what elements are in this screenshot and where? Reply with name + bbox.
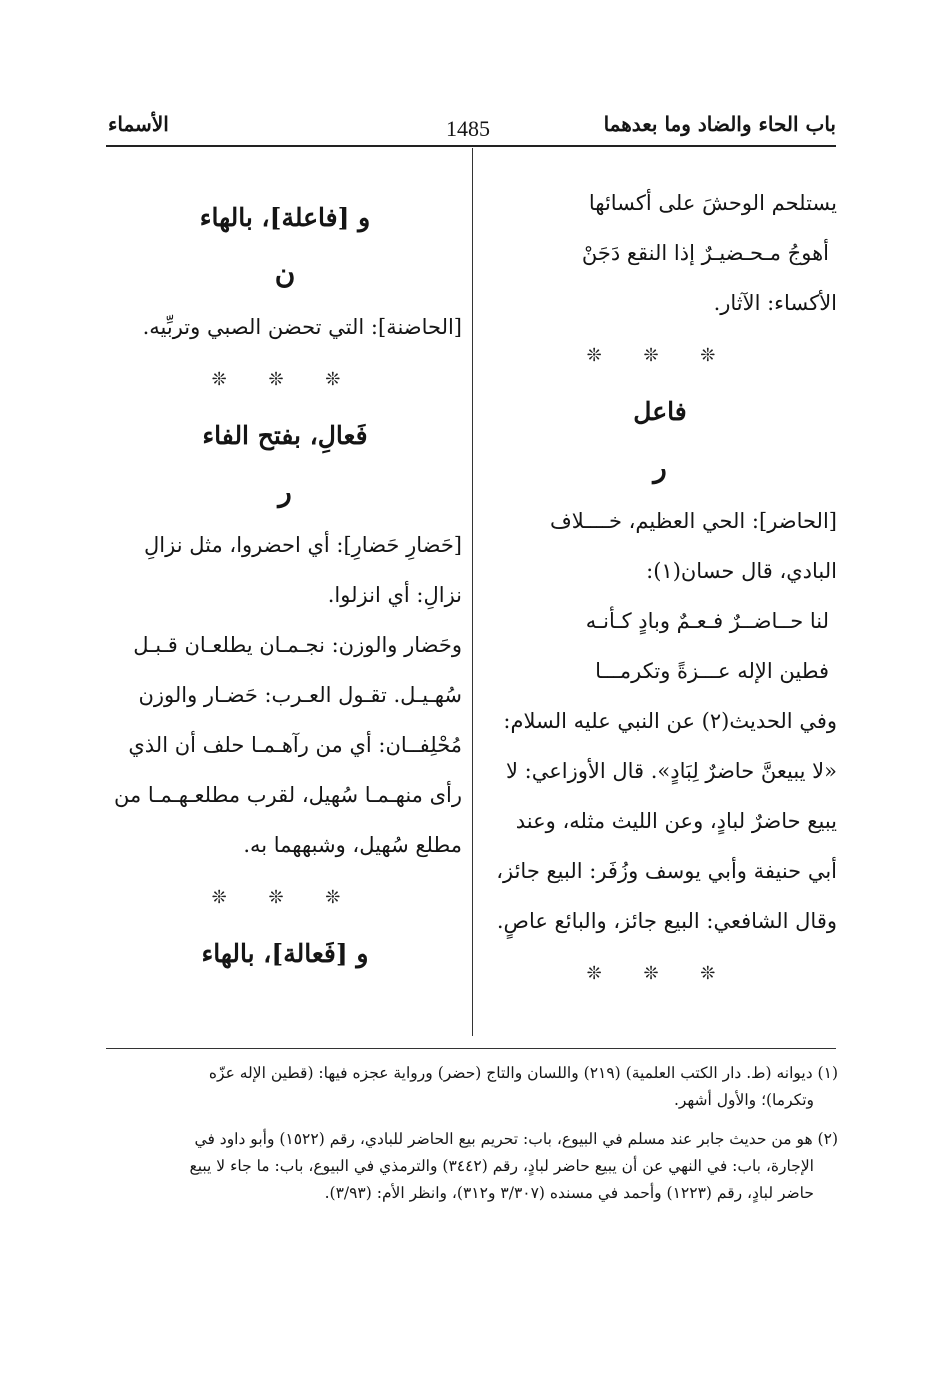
text-line: وحَضار والوزن: نجـمـان يطلعـان قـبـل xyxy=(133,633,462,657)
text-line: [الحاضنة]: التي تحضن الصبي وتربِّيه. xyxy=(142,315,462,339)
text-line: رأى منهـمـا سُهيل، لقرب مطلعـهـمـا من xyxy=(113,783,462,807)
page-number: 1485 xyxy=(446,116,490,141)
entry-heading: و [فاعلة]، بالهاء xyxy=(199,203,371,232)
root-letter-heading: ر xyxy=(653,451,667,484)
root-letter-heading: ر xyxy=(278,475,292,508)
text-line: أبي حنيفة وأبي يوسف وزُفَر: البيع جائز، xyxy=(496,859,837,883)
text-line: [الحاضر]: الحي العظيم، خــــلاف xyxy=(550,509,837,533)
section-separator: ❊ ❊ ❊ xyxy=(586,345,734,366)
verse-line: يستلحم الوحشَ على أكسائها xyxy=(588,191,837,215)
header-rule xyxy=(106,145,836,147)
text-line: نزالِ: أي انزلوا. xyxy=(327,583,462,607)
footnote-line: حاضر لبادٍ، رقم (١٢٢٣) وأحمد في مسنده (٣/٣٠٧ و٣١٢)، وانظر الأم: (٣/٩٣). xyxy=(324,1184,814,1202)
verse-line: أهوجُ مـحـضيـرٌ إذا النقع دَجَنْ xyxy=(581,241,829,265)
running-header-chapter: باب الحاء والضاد وما بعدهما xyxy=(603,112,836,136)
text-line: الأكساء: الآثار. xyxy=(713,291,837,315)
section-separator: ❊ ❊ ❊ xyxy=(586,963,734,984)
entry-heading: فاعل xyxy=(633,397,687,426)
section-separator: ❊ ❊ ❊ xyxy=(211,369,359,390)
footnote-line: وتكرما)؛ والأول أشهر. xyxy=(673,1091,814,1109)
left-column xyxy=(108,190,462,982)
footnote-rule xyxy=(106,1048,836,1049)
right-column xyxy=(483,178,837,1002)
text-line: مُحْلِفــان: أي من رآهـمـا حلف أن الذي xyxy=(128,733,462,757)
verse-line: فطين الإله عـــزةً وتكرمـــا xyxy=(595,659,829,683)
text-line: سُهـيـل. تقـول العـرب: حَضـار والوزن xyxy=(138,683,462,707)
column-divider xyxy=(472,148,473,1036)
text-line: مطلع سُهيل، وشبههما به. xyxy=(243,833,462,857)
entry-heading: فَعالِ، بفتح الفاء xyxy=(202,421,368,450)
footnote-2 xyxy=(108,1126,838,1207)
footnote-1 xyxy=(108,1060,838,1114)
footnote-line: (٢) هو من حديث جابر عند مسلم في البيوع، باب: تحريم بيع الحاضر للبادي، رقم (١٥٢٢) وأبو داود في xyxy=(194,1130,838,1148)
entry-heading: و [فَعالة]، بالهاء xyxy=(201,939,369,968)
text-line: [حَضارِ حَضارِ]: أي احضروا، مثل نزالِ xyxy=(144,533,462,557)
text-line: البادي، قال حسان(١): xyxy=(646,559,837,583)
running-header-section: الأسماء xyxy=(108,112,169,136)
verse-line: لنا حــاضــرٌ فـعـمٌ وبادٍ كـأنـه xyxy=(585,609,829,633)
root-letter-heading: ن xyxy=(274,257,296,290)
section-separator: ❊ ❊ ❊ xyxy=(211,887,359,908)
text-line: وقال الشافعي: البيع جائز، والبائع عاصٍ. xyxy=(496,909,837,933)
text-line: «لا يبيعنَّ حاضرٌ لِبَادٍ». قال الأوزاعي: لا xyxy=(505,759,837,783)
footnote-line: الإجارة، باب: في النهي عن أن يبيع حاضر لبادٍ، رقم (٣٤٤٢) والترمذي في البيوع، باب: ما جاء لا يبيع xyxy=(189,1157,814,1175)
footnote-line: (١) ديوانه (ط. دار الكتب العلمية) (٢١٩) واللسان والتاج (حضر) ورواية عجزه فيها: (قطين الإله عزّه xyxy=(208,1064,838,1082)
text-line: وفي الحديث(٢) عن النبي عليه السلام: xyxy=(503,709,837,733)
text-line: يبيع حاضرٌ لبادٍ، وعن الليث مثله، وعند xyxy=(515,809,837,833)
